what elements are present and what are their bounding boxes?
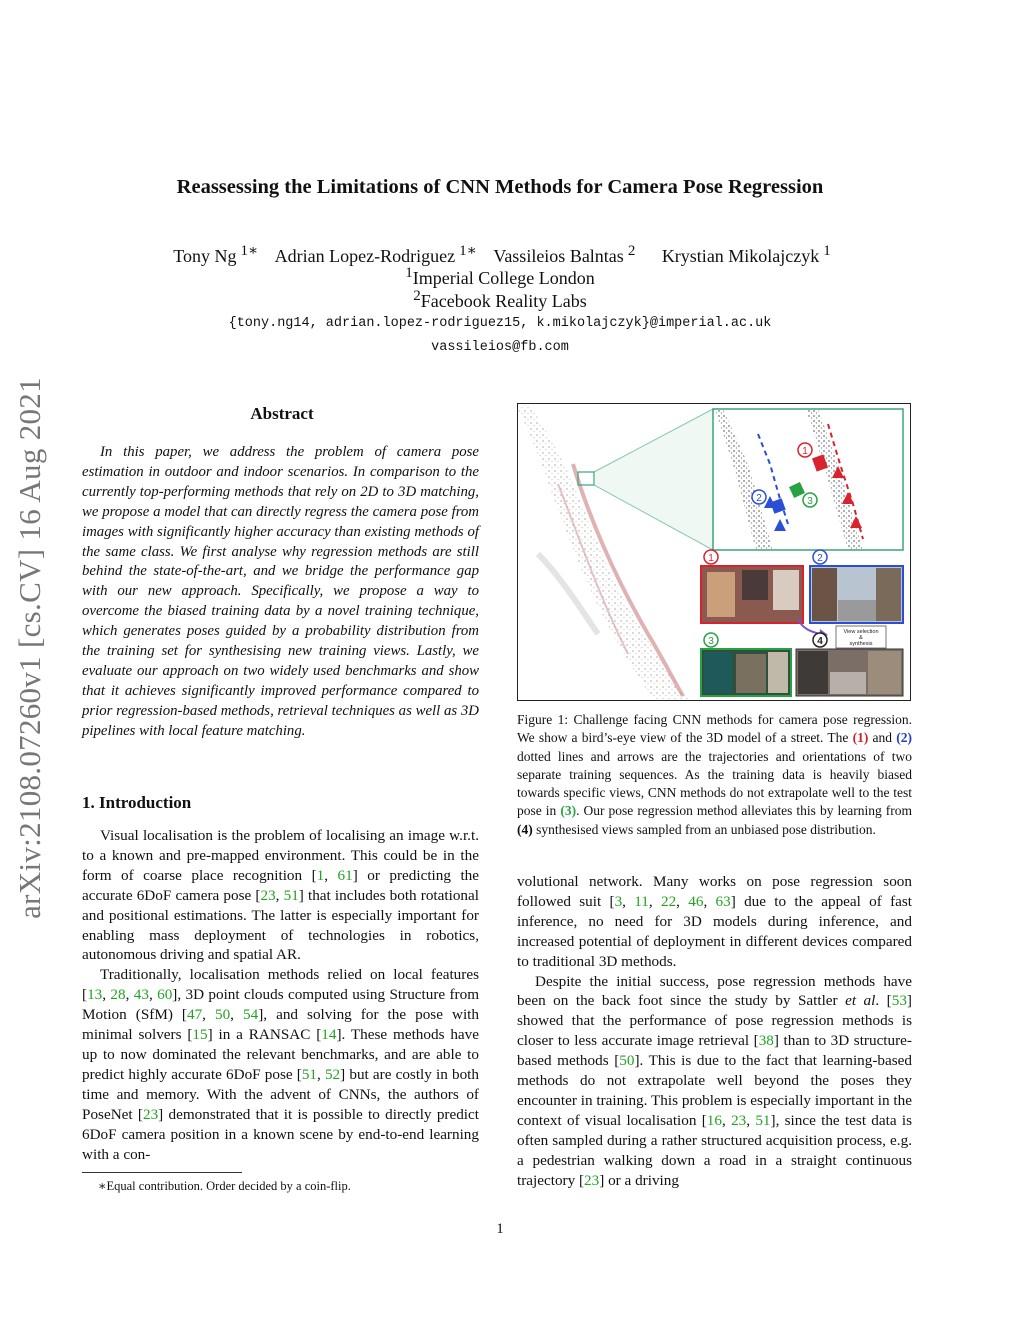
abstract-text: In this paper, we address the problem of camera pose estimation in outdoor and indoor scenarios. In comparison to the currently top-performing methods that rely on 2D to 3D matching, we propose a model that can directly regress the camera pose from images with significantly higher accuracy than existing methods of the same class. We first analyse why regression methods are still behind the state-of-the-art, and we bridge the performance gap with our new approach. Specifically, we propose a way to overcome the biased training data by a novel training technique, which generates poses guided by a probability distribution from the training set for synthesising new training views. Lastly, we evaluate our approach on two widely used benchmarks and show that it achieves significantly improved performance compared to prior regression-based methods, retrieval techniques as well as 3D pipelines with local feature matching. <box>82 444 479 739</box>
figure-caption: Figure 1: Challenge facing CNN methods for camera pose regression. We show a bird’s-eye view of the 3D model of a street. The (1) and (2) dotted lines and arrows are the trajectories and orientations of two separate training sequences. As the training data is heavily biased towards specific views, CNN methods do not extrapolate well to the test pose in (3). Our pose regression method alleviates this by learning from (4) synthesised views sampled from an unbiased pose distribution. <box>517 712 913 837</box>
author: Krystian Mikolajczyk $^1$ <box>661 243 831 266</box>
author: Adrian Lopez-Rodriguez $^{1∗}$ <box>274 243 477 266</box>
svg-text:View selection: View selection <box>843 629 879 635</box>
thumbnail-3 <box>701 633 791 696</box>
thumbnail-4 <box>796 649 903 696</box>
author: Vassileios Balntas $^2$ <box>493 243 636 266</box>
footnote-rule <box>82 1172 242 1173</box>
page-number: 1 <box>496 1221 504 1237</box>
email-line: vassileios@fb.com <box>431 340 569 355</box>
intro-text <box>82 826 479 1164</box>
svg-text:&: & <box>859 635 863 641</box>
author-list <box>0 241 1000 267</box>
section-heading: 1. Introduction <box>82 793 192 812</box>
footnote: ∗Equal contribution. Order decided by a coin-flip. <box>98 1179 351 1193</box>
figure-1 <box>517 403 911 701</box>
affiliation: $^2$Facebook Reality Labs <box>413 288 587 311</box>
affiliation: $^1$Imperial College London <box>405 265 595 288</box>
arxiv-stamp: arXiv:2108.07260v1 [cs.CV] 16 Aug 2021 <box>12 377 47 919</box>
thumbnail-2 <box>810 550 903 623</box>
email-line: {tony.ng14, adrian.lopez-rodriguez15, k.mikolajczyk}@imperial.ac.uk <box>228 316 772 331</box>
svg-text:1: 1 <box>708 553 714 564</box>
svg-text:3: 3 <box>807 496 813 507</box>
thumbnail-1 <box>701 550 803 623</box>
paragraph: Despite the initial success, pose regression methods have been on the back foot since the study by Sattler et al. [53] showed that the performance of pose regression methods is closer to less accurate image retrieval [38] than to 3D structure-based methods [50]. This is due to the fact that learning-based methods do not extrapolate well beyond the poses they encounter in training. This problem is especially important in the context of visual localisation [16, 23, 51], since the test data is often sampled during a rather structured acquisition process, e.g. a pedestrian walking down a road in a straight continuous trajectory [23] or a driving <box>517 972 913 1189</box>
paper-title: Reassessing the Limitations of CNN Methods for Camera Pose Regression <box>176 176 824 198</box>
abstract-heading: Abstract <box>250 404 314 423</box>
author: Tony Ng $^{1∗}$ <box>173 243 259 266</box>
svg-text:2: 2 <box>756 493 762 504</box>
paragraph: Traditionally, localisation methods relied on local features [13, 28, 43, 60], 3D point clouds computed using Structure from Motion (SfM) [47, 50, 54], and solving for the pose with minimal solvers [15] in a RANSAC [14]. These methods have up to now dominated the relevant benchmarks, and are able to predict highly accurate 6DoF pose [51, 52] but are costly in both time and memory. With the advent of CNNs, the authors of PoseNet [23] demonstrated that it is possible to directly predict 6DoF camera position in a known scene by end-to-end learning with a con- <box>82 966 480 1163</box>
svg-text:1: 1 <box>802 446 808 457</box>
svg-text:4: 4 <box>817 636 823 647</box>
paragraph: volutional network. Many works on pose regression soon followed suit [3, 11, 22, 46, 63] due to the appeal of fast inference, no need for 3D models during inference, and increased potential of deployment in different devices compared to traditional 3D methods. <box>517 873 913 970</box>
paragraph: Visual localisation is the problem of localising an image w.r.t. to a known and pre-mapped environment. This could be in the form of coarse place recognition [1, 61] or predicting the accurate 6DoF camera pose [23, 51] that includes both rotational and positional estimations. The latter is especially important for enabling mass deployment of technologies in robotics, autonomous driving and spatial AR. <box>82 827 479 964</box>
svg-text:synthesis: synthesis <box>849 641 873 647</box>
zoom-inset <box>713 409 903 550</box>
svg-text:3: 3 <box>708 636 714 647</box>
figure-illustration <box>518 404 909 699</box>
svg-text:2: 2 <box>817 553 823 564</box>
right-column-text <box>517 872 912 1191</box>
